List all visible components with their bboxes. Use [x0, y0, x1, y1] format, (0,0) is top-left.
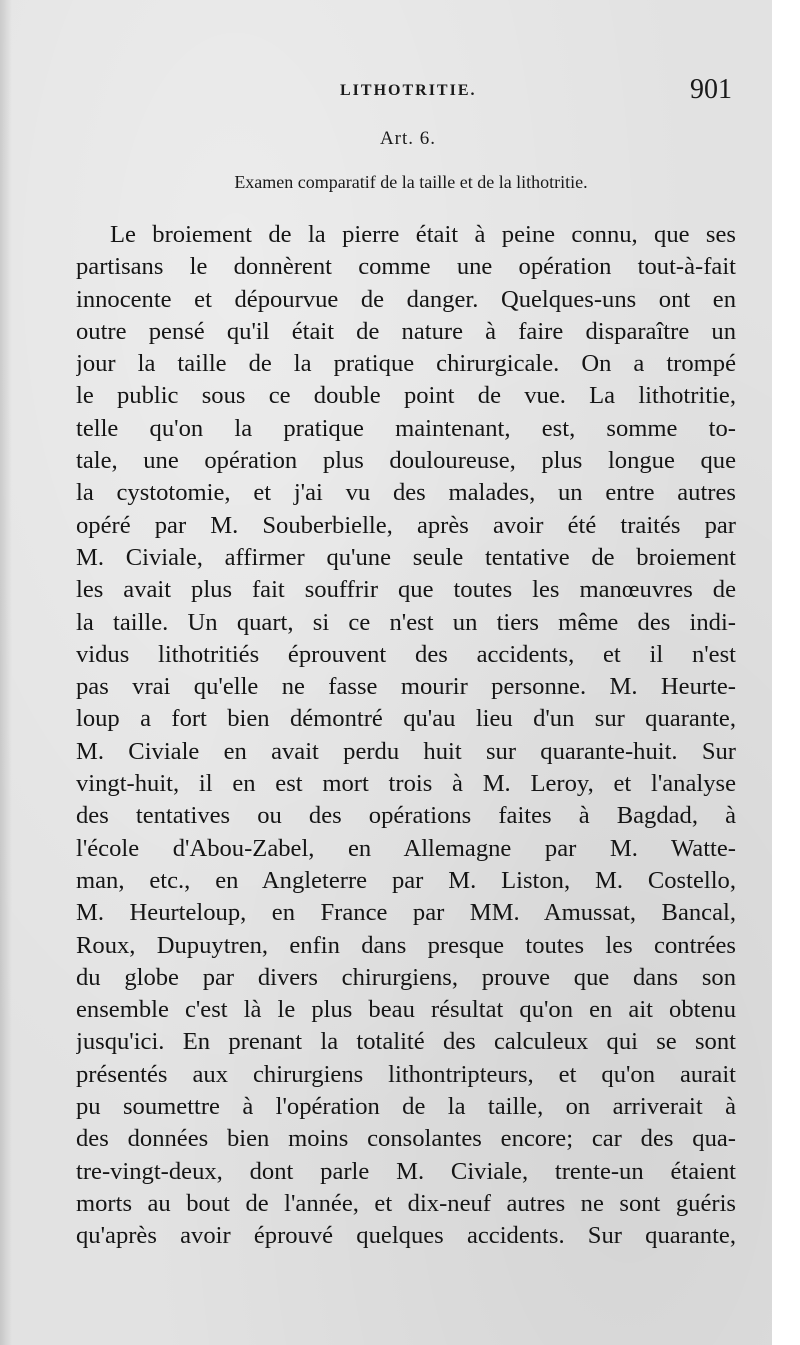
text-line: des données bien moins consolantes encore; car des qua-	[76, 1125, 736, 1153]
text-line: la taille. Un quart, si ce n'est un tiers même des indi-	[76, 608, 736, 636]
text-line: l'école d'Abou-Zabel, en Allemagne par M. Watte-	[76, 834, 736, 862]
text-line: telle qu'on la pratique maintenant, est, somme to-	[76, 414, 736, 442]
text-line: pas vrai qu'elle ne fasse mourir personne. M. Heurte-	[76, 673, 736, 701]
text-line: jour la taille de la pratique chirurgicale. On a trompé	[76, 350, 736, 378]
text-line: opéré par M. Souberbielle, après avoir été traités par	[76, 511, 736, 539]
text-line: pu soumettre à l'opération de la taille, on arriverait à	[76, 1093, 736, 1121]
text-line: présentés aux chirurgiens lithontripteurs, et qu'on aurait	[76, 1060, 736, 1088]
running-title: LITHOTRITIE.	[340, 82, 477, 99]
text-line: le public sous ce double point de vue. La lithotritie,	[76, 382, 736, 410]
text-line: la cystotomie, et j'ai vu des malades, un entre autres	[76, 479, 736, 507]
text-line: tale, une opération plus douloureuse, plus longue que	[76, 447, 736, 475]
running-head	[0, 74, 786, 114]
text-line: Le broiement de la pierre était à peine connu, que ses	[110, 221, 736, 248]
text-line: des tentatives ou des opérations faites à Bagdad, à	[76, 802, 736, 830]
text-line: les avait plus fait souffrir que toutes les manœuvres de	[76, 576, 736, 604]
page-margin-edge	[772, 0, 786, 1345]
text-line: innocente et dépourvue de danger. Quelques-uns ont en	[76, 285, 736, 313]
text-line: ensemble c'est là le plus beau résultat qu'on en ait obtenu	[76, 996, 736, 1024]
section-subtitle: Examen comparatif de la taille et de la lithotritie.	[234, 172, 588, 192]
text-line: qu'après avoir éprouvé quelques accidents. Sur quarante,	[76, 1222, 736, 1250]
text-line: jusqu'ici. En prenant la totalité des calculeux qui se sont	[76, 1028, 736, 1056]
text-line: Roux, Dupuytren, enfin dans presque toutes les contrées	[76, 931, 736, 959]
body-paragraph	[76, 219, 736, 1253]
text-line: outre pensé qu'il était de nature à faire disparaître un	[76, 317, 736, 345]
text-line: M. Civiale en avait perdu huit sur quarante-huit. Sur	[76, 737, 736, 765]
text-line: morts au bout de l'année, et dix-neuf autres ne sont guéris	[76, 1189, 736, 1217]
text-line: vingt-huit, il en est mort trois à M. Leroy, et l'analyse	[76, 770, 736, 798]
article-heading: Art. 6.	[379, 128, 437, 149]
page-number: 901	[690, 74, 732, 105]
text-line: M. Civiale, affirmer qu'une seule tentative de broiement	[76, 543, 736, 571]
text-line: M. Heurteloup, en France par MM. Amussat, Bancal,	[76, 899, 736, 927]
binding-shadow	[0, 0, 12, 1345]
text-line: man, etc., en Angleterre par M. Liston, M. Costello,	[76, 866, 736, 894]
text-line: tre-vingt-deux, dont parle M. Civiale, trente-un étaient	[76, 1157, 736, 1185]
text-line: loup a fort bien démontré qu'au lieu d'un sur quarante,	[76, 705, 736, 733]
text-line: du globe par divers chirurgiens, prouve que dans son	[76, 963, 736, 991]
text-line: partisans le donnèrent comme une opération tout-à-fait	[76, 253, 736, 281]
text-line: vidus lithotritiés éprouvent des accidents, et il n'est	[76, 640, 736, 668]
